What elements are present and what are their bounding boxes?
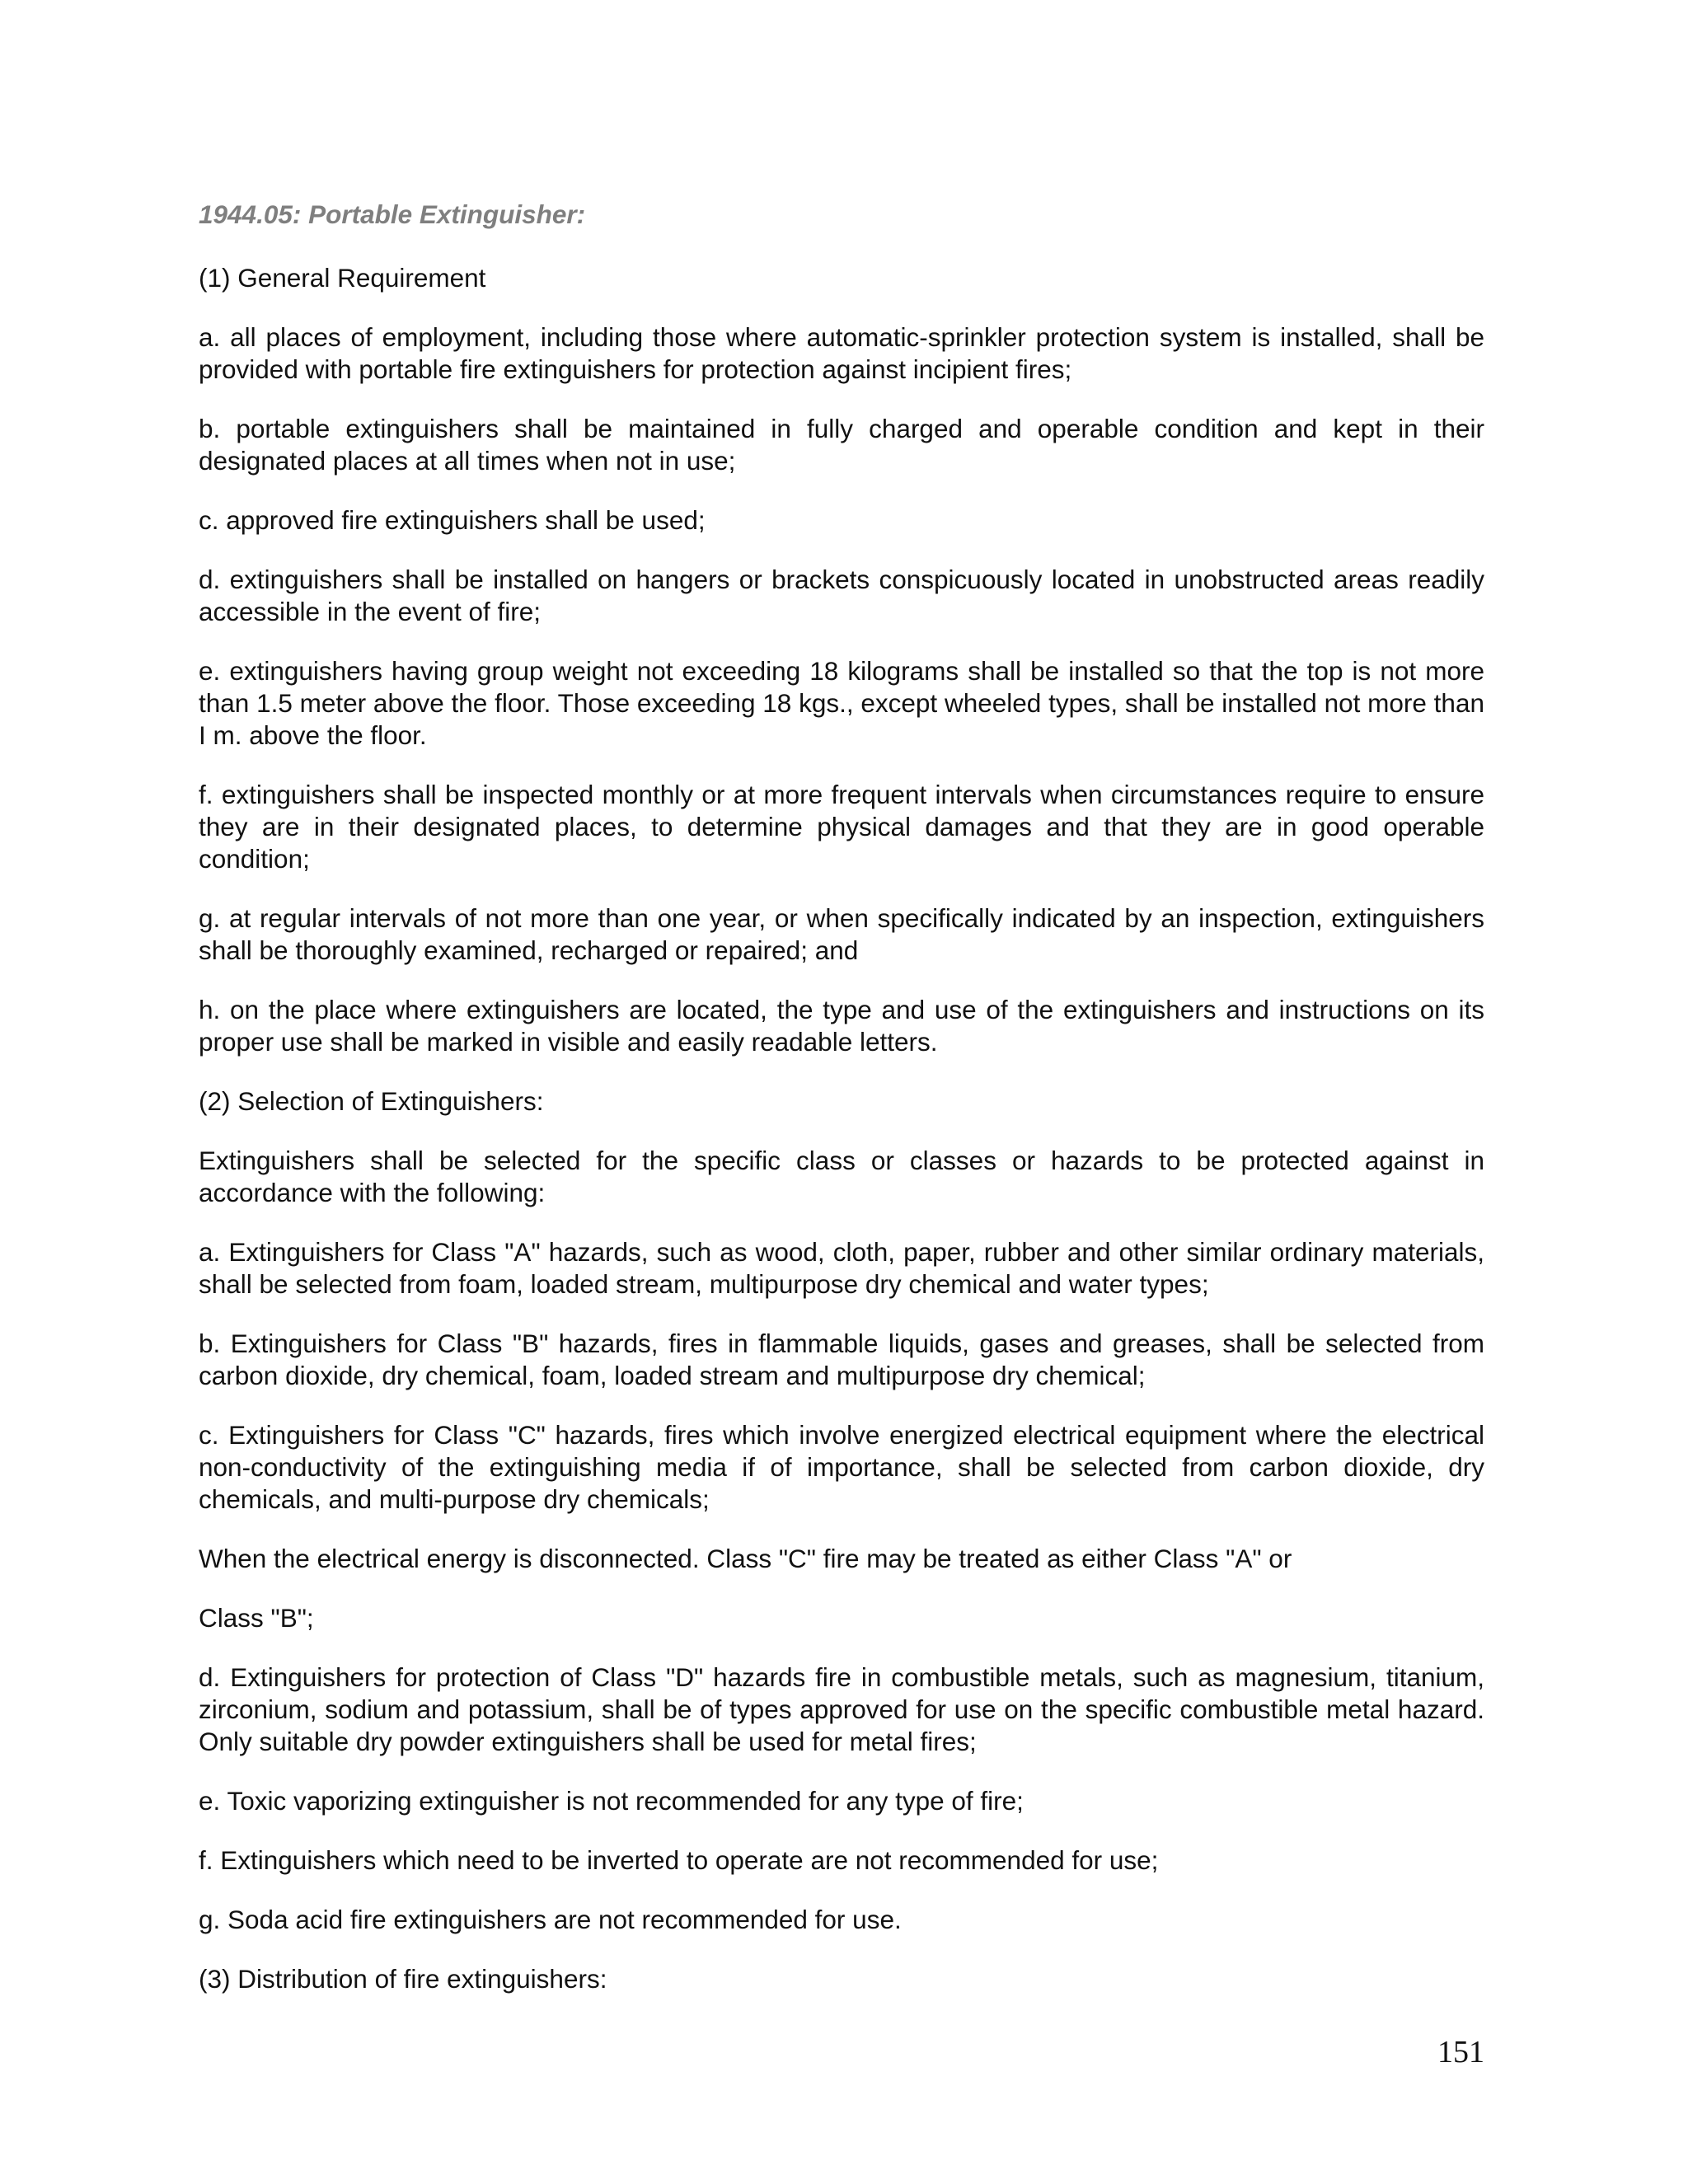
paragraph-item-a: a. all places of employment, including those where automatic-sprinkler protection system is installed, shall be provided with portable fire extinguishers for protection against incipient fires;: [199, 322, 1484, 384]
paragraph-selection-f: f. Extinguishers which need to be inverted to operate are not recommended for use;: [199, 1845, 1159, 1875]
paragraph-selection-intro: Extinguishers shall be selected for the specific class or classes or hazards to be protected against in accordance with the following:: [199, 1146, 1484, 1207]
paragraph-selection-c: c. Extinguishers for Class "C" hazards, fires which involve energized electrical equipment where the electrical non-conductivity of the extinguishing media if of importance, shall be selected from carbon dioxide, dry chemicals, and multi-purpose dry chemicals;: [199, 1420, 1484, 1514]
paragraph-item-b: b. portable extinguishers shall be maintained in fully charged and operable condition and kept in their designated places at all times when not in use;: [199, 414, 1484, 476]
document-body: [199, 194, 1484, 2022]
paragraph-item-f: f. extinguishers shall be inspected monthly or at more frequent intervals when circumstances require to ensure they are in their designated places, to determine physical damages and that they are in good operable condition;: [199, 780, 1484, 874]
paragraph-selection-a: a. Extinguishers for Class "A" hazards, such as wood, cloth, paper, rubber and other similar ordinary materials, shall be selected from foam, loaded stream, multipurpose dry chemical and water types;: [199, 1237, 1484, 1299]
paragraph-class-b-note: Class "B";: [199, 1603, 314, 1633]
paragraph-item-d: d. extinguishers shall be installed on hangers or brackets conspicuously located in unobstructed areas readily accessible in the event of fire;: [199, 565, 1484, 626]
section-title: 1944.05: Portable Extinguisher:: [199, 199, 586, 229]
paragraph-item-c: c. approved fire extinguishers shall be used;: [199, 505, 706, 535]
paragraph-class-c-note: When the electrical energy is disconnected. Class "C" fire may be treated as either Class "A" or: [199, 1544, 1292, 1573]
subsection-heading-general: (1) General Requirement: [199, 263, 486, 293]
paragraph-item-e: e. extinguishers having group weight not exceeding 18 kilograms shall be installed so that the top is not more than 1.5 meter above the floor. Those exceeding 18 kgs., except wheeled types, shall be installed not more than I m. above the floor.: [199, 656, 1484, 750]
paragraph-item-g: g. at regular intervals of not more than one year, or when specifically indicated by an inspection, extinguishers shall be thoroughly examined, recharged or repaired; and: [199, 903, 1484, 965]
paragraph-selection-b: b. Extinguishers for Class "B" hazards, fires in flammable liquids, gases and greases, shall be selected from carbon dioxide, dry chemical, foam, loaded stream and multipurpose dry chemical;: [199, 1329, 1484, 1390]
paragraph-selection-g: g. Soda acid fire extinguishers are not recommended for use.: [199, 1905, 902, 1934]
paragraph-item-h: h. on the place where extinguishers are located, the type and use of the extinguishers and instructions on its proper use shall be marked in visible and easily readable letters.: [199, 995, 1484, 1057]
paragraph-selection-d: d. Extinguishers for protection of Class "D" hazards fire in combustible metals, such as magnesium, titanium, zirconium, sodium and potassium, shall be of types approved for use on the specific combustible metal hazard. Only suitable dry powder extinguishers shall be used for metal fires;: [199, 1662, 1484, 1756]
subsection-heading-selection: (2) Selection of Extinguishers:: [199, 1086, 544, 1116]
paragraph-selection-e: e. Toxic vaporizing extinguisher is not recommended for any type of fire;: [199, 1786, 1024, 1816]
page-number: 151: [1437, 2035, 1484, 2069]
subsection-heading-distribution: (3) Distribution of fire extinguishers:: [199, 1964, 607, 1994]
